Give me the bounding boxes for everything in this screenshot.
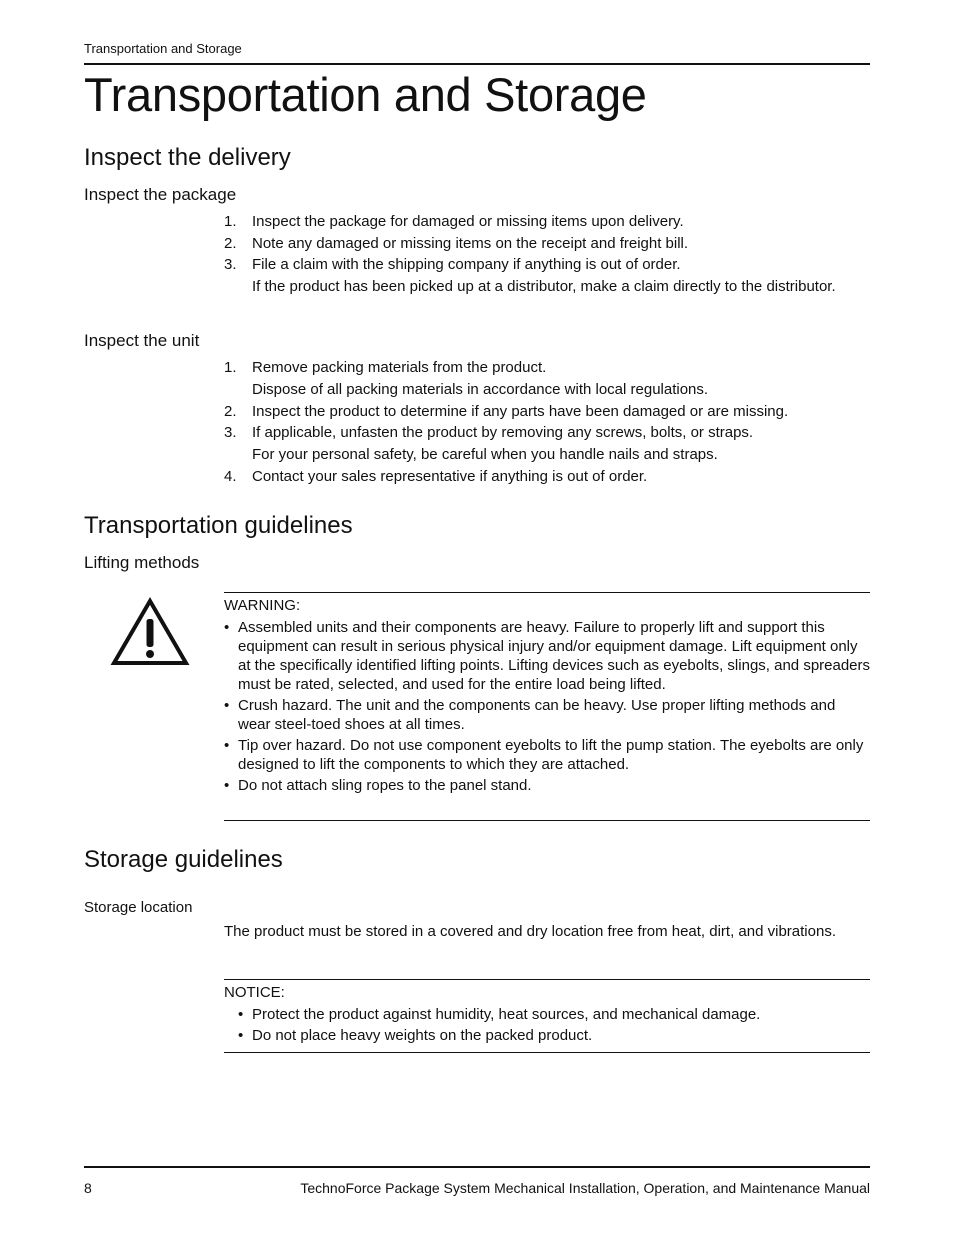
- list-item: [224, 736, 870, 774]
- page-number: 8: [84, 1180, 92, 1196]
- inspect-package-steps: [224, 212, 870, 296]
- storage-location-text: The product must be stored in a covered and dry location free from heat, dirt, and vibrations.: [224, 923, 836, 940]
- warning-text: Do not attach sling ropes to the panel stand.: [238, 777, 532, 794]
- bullet: •: [238, 1027, 244, 1044]
- step-number: 3.: [224, 424, 237, 441]
- warning-top-rule: [224, 592, 870, 593]
- step-text: Inspect the product to determine if any parts have been damaged or are missing.: [252, 402, 789, 420]
- notice-text: Protect the product against humidity, heat sources, and mechanical damage.: [252, 1006, 761, 1023]
- step-item: [224, 358, 870, 399]
- notice-list: [238, 1005, 870, 1045]
- page-title: Transportation and Storage: [84, 68, 647, 121]
- bullet: •: [238, 1006, 244, 1023]
- notice-admonition: [224, 984, 870, 1047]
- list-item: [224, 776, 870, 795]
- step-item: [224, 255, 870, 296]
- list-item: [224, 618, 870, 694]
- warning-text: Assembled units and their components are heavy. Failure to properly lift and support this equipment can result in serious physical injury and/or equipment damage. Lift equipment only at the specifically identified lifting points. Lifting devices such as eyebolts, slings, and spreaders must be rated, selected, and used for the entire load being lifted.: [238, 619, 871, 693]
- step-text: Note any damaged or missing items on the receipt and freight bill.: [252, 234, 689, 252]
- notice-bottom-rule: [224, 1052, 870, 1053]
- bullet: •: [224, 619, 230, 636]
- bullet: •: [224, 697, 230, 714]
- bullet: •: [224, 737, 230, 754]
- notice-text: Do not place heavy weights on the packed product.: [252, 1027, 593, 1044]
- step-item: [224, 212, 870, 231]
- section-heading-inspect-delivery: Inspect the delivery: [84, 144, 291, 171]
- step-note: For your personal safety, be careful when you handle nails and straps.: [252, 446, 718, 463]
- running-header: Transportation and Storage: [84, 41, 242, 56]
- section-heading-storage: Storage guidelines: [84, 846, 283, 873]
- bullet: •: [224, 777, 230, 794]
- subsection-heading-lifting-methods: Lifting methods: [84, 553, 200, 572]
- step-text: Inspect the package for damaged or missing items upon delivery.: [252, 213, 684, 230]
- step-number: 1.: [224, 359, 237, 376]
- warning-text: Crush hazard. The unit and the components can be heavy. Use proper lifting methods and wear steel-toed shoes at all times.: [238, 697, 836, 733]
- step-number: 2.: [224, 402, 237, 420]
- footer-rule: [84, 1166, 870, 1168]
- step-item: [224, 402, 870, 421]
- step-text: If applicable, unfasten the product by removing any screws, bolts, or straps.: [252, 424, 754, 441]
- notice-label: NOTICE:: [224, 984, 285, 1001]
- manual-title: TechnoForce Package System Mechanical Installation, Operation, and Maintenance Manual: [300, 1180, 870, 1196]
- step-note: If the product has been picked up at a distributor, make a claim directly to the distributor.: [252, 278, 836, 295]
- warning-bottom-rule: [224, 820, 870, 821]
- list-item: [238, 1005, 870, 1024]
- warning-triangle-icon: [110, 597, 190, 667]
- warning-admonition: [224, 597, 870, 797]
- step-item: [224, 234, 870, 253]
- step-number: 4.: [224, 467, 237, 485]
- step-number: 2.: [224, 234, 237, 252]
- notice-top-rule: [224, 979, 870, 980]
- step-text: Remove packing materials from the product.: [252, 359, 547, 376]
- step-number: 1.: [224, 213, 237, 230]
- list-item: [238, 1026, 870, 1045]
- step-note: Dispose of all packing materials in accordance with local regulations.: [252, 381, 709, 398]
- subsection-heading-storage-location: Storage location: [84, 899, 193, 916]
- step-item: [224, 423, 870, 464]
- inspect-unit-steps: [224, 358, 870, 486]
- header-rule: [84, 63, 870, 65]
- step-text: File a claim with the shipping company if anything is out of order.: [252, 256, 681, 273]
- step-text: Contact your sales representative if anything is out of order.: [252, 467, 648, 485]
- section-heading-transportation: Transportation guidelines: [84, 512, 353, 539]
- subsection-heading-inspect-package: Inspect the package: [84, 185, 237, 204]
- list-item: [224, 696, 870, 734]
- warning-label: WARNING:: [224, 597, 301, 614]
- step-number: 3.: [224, 256, 237, 273]
- step-item: [224, 467, 870, 486]
- warning-list: [224, 618, 870, 795]
- subsection-heading-inspect-unit: Inspect the unit: [84, 331, 200, 350]
- warning-text: Tip over hazard. Do not use component eyebolts to lift the pump station. The eyebolts are only designed to lift the components to which they are attached.: [238, 737, 864, 773]
